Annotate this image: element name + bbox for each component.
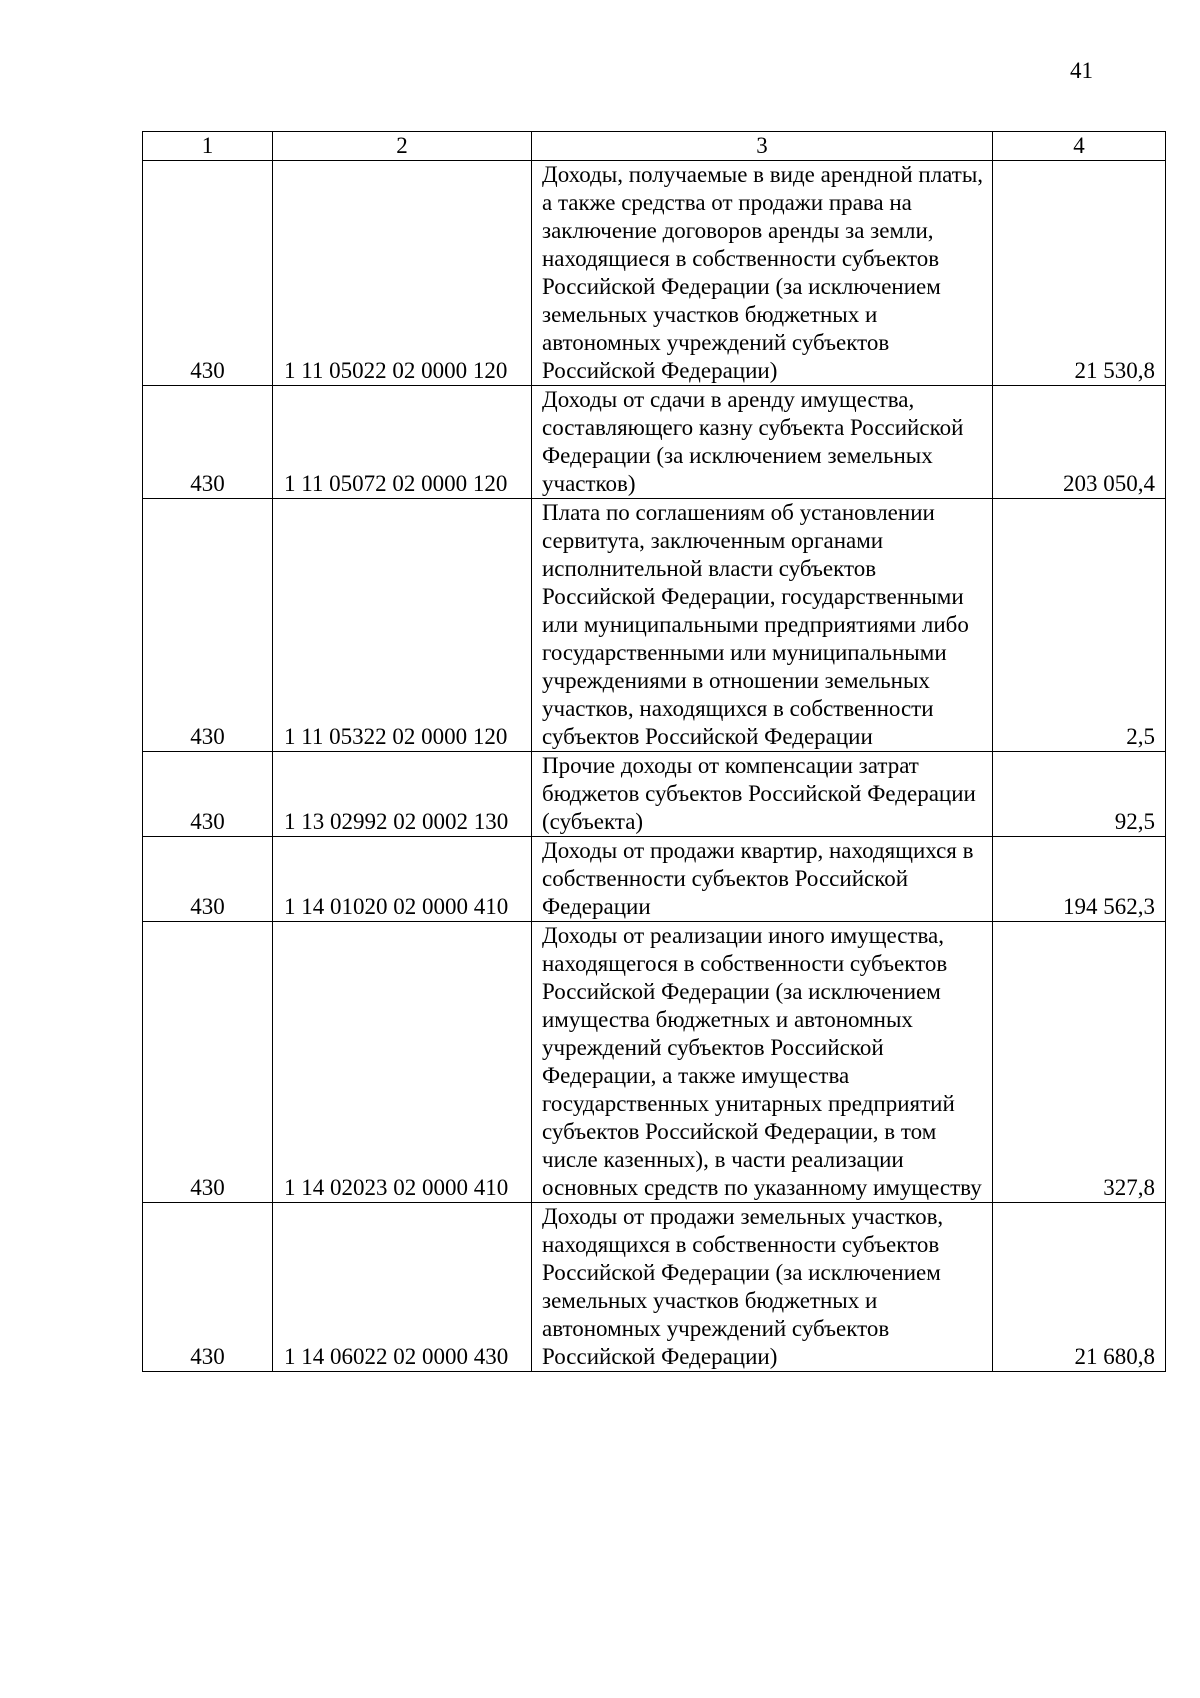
- admin-code-cell: 430: [143, 499, 273, 752]
- description-cell: Доходы от сдачи в аренду имущества, составляющего казну субъекта Российской Федерации (за исключением земельных участков): [532, 386, 993, 499]
- header-row: [143, 132, 1166, 161]
- admin-code-cell: 430: [143, 837, 273, 922]
- description-cell: Доходы от продажи квартир, находящихся в собственности субъектов Российской Федерации: [532, 837, 993, 922]
- admin-code-cell: 430: [143, 1203, 273, 1372]
- table-row: [143, 752, 1166, 837]
- column-header-4: 4: [993, 132, 1166, 161]
- description-cell: Доходы от реализации иного имущества, находящегося в собственности субъектов Российской Федерации (за исключением имущества бюджетных и автономных учреждений субъектов Российской Федерации, а также имущества государственных унитарных предприятий субъектов Российской Федерации, в том числе казенных), в части реализации основных средств по указанному имуществу: [532, 922, 993, 1203]
- description-cell: Доходы от продажи земельных участков, находящихся в собственности субъектов Российской Федерации (за исключением земельных участков бюджетных и автономных учреждений субъектов Российской Федерации): [532, 1203, 993, 1372]
- table-row: [143, 837, 1166, 922]
- amount-cell: 21 530,8: [993, 161, 1166, 386]
- amount-cell: 194 562,3: [993, 837, 1166, 922]
- budget-code-cell: 1 11 05072 02 0000 120: [273, 386, 532, 499]
- amount-cell: 327,8: [993, 922, 1166, 1203]
- amount-cell: 21 680,8: [993, 1203, 1166, 1372]
- table-row: [143, 1203, 1166, 1372]
- description-cell: Доходы, получаемые в виде арендной платы, а также средства от продажи права на заключение договоров аренды за земли, находящиеся в собственности субъектов Российской Федерации (за исключением земельных участков бюджетных и автономных учреждений субъектов Российской Федерации): [532, 161, 993, 386]
- description-cell: Плата по соглашениям об установлении сервитута, заключенным органами исполнительной власти субъектов Российской Федерации, государственными или муниципальными предприятиями либо государственными или муниципальными учреждениями в отношении земельных участков, находящихся в собственности субъектов Российской Федерации: [532, 499, 993, 752]
- budget-code-cell: 1 14 01020 02 0000 410: [273, 837, 532, 922]
- admin-code-cell: 430: [143, 752, 273, 837]
- page-number: 41: [1070, 58, 1093, 83]
- budget-code-cell: 1 11 05322 02 0000 120: [273, 499, 532, 752]
- table-row: [143, 161, 1166, 386]
- admin-code-cell: 430: [143, 161, 273, 386]
- table-row: [143, 922, 1166, 1203]
- column-header-1: 1: [143, 132, 273, 161]
- column-header-2: 2: [273, 132, 532, 161]
- description-cell: Прочие доходы от компенсации затрат бюджетов субъектов Российской Федерации (субъекта): [532, 752, 993, 837]
- table-row: [143, 386, 1166, 499]
- column-header-3: 3: [532, 132, 993, 161]
- amount-cell: 92,5: [993, 752, 1166, 837]
- table-row: [143, 499, 1166, 752]
- amount-cell: 203 050,4: [993, 386, 1166, 499]
- admin-code-cell: 430: [143, 922, 273, 1203]
- budget-code-cell: 1 14 06022 02 0000 430: [273, 1203, 532, 1372]
- budget-revenue-table: [142, 131, 1166, 1372]
- budget-code-cell: 1 11 05022 02 0000 120: [273, 161, 532, 386]
- admin-code-cell: 430: [143, 386, 273, 499]
- budget-code-cell: 1 13 02992 02 0002 130: [273, 752, 532, 837]
- budget-code-cell: 1 14 02023 02 0000 410: [273, 922, 532, 1203]
- amount-cell: 2,5: [993, 499, 1166, 752]
